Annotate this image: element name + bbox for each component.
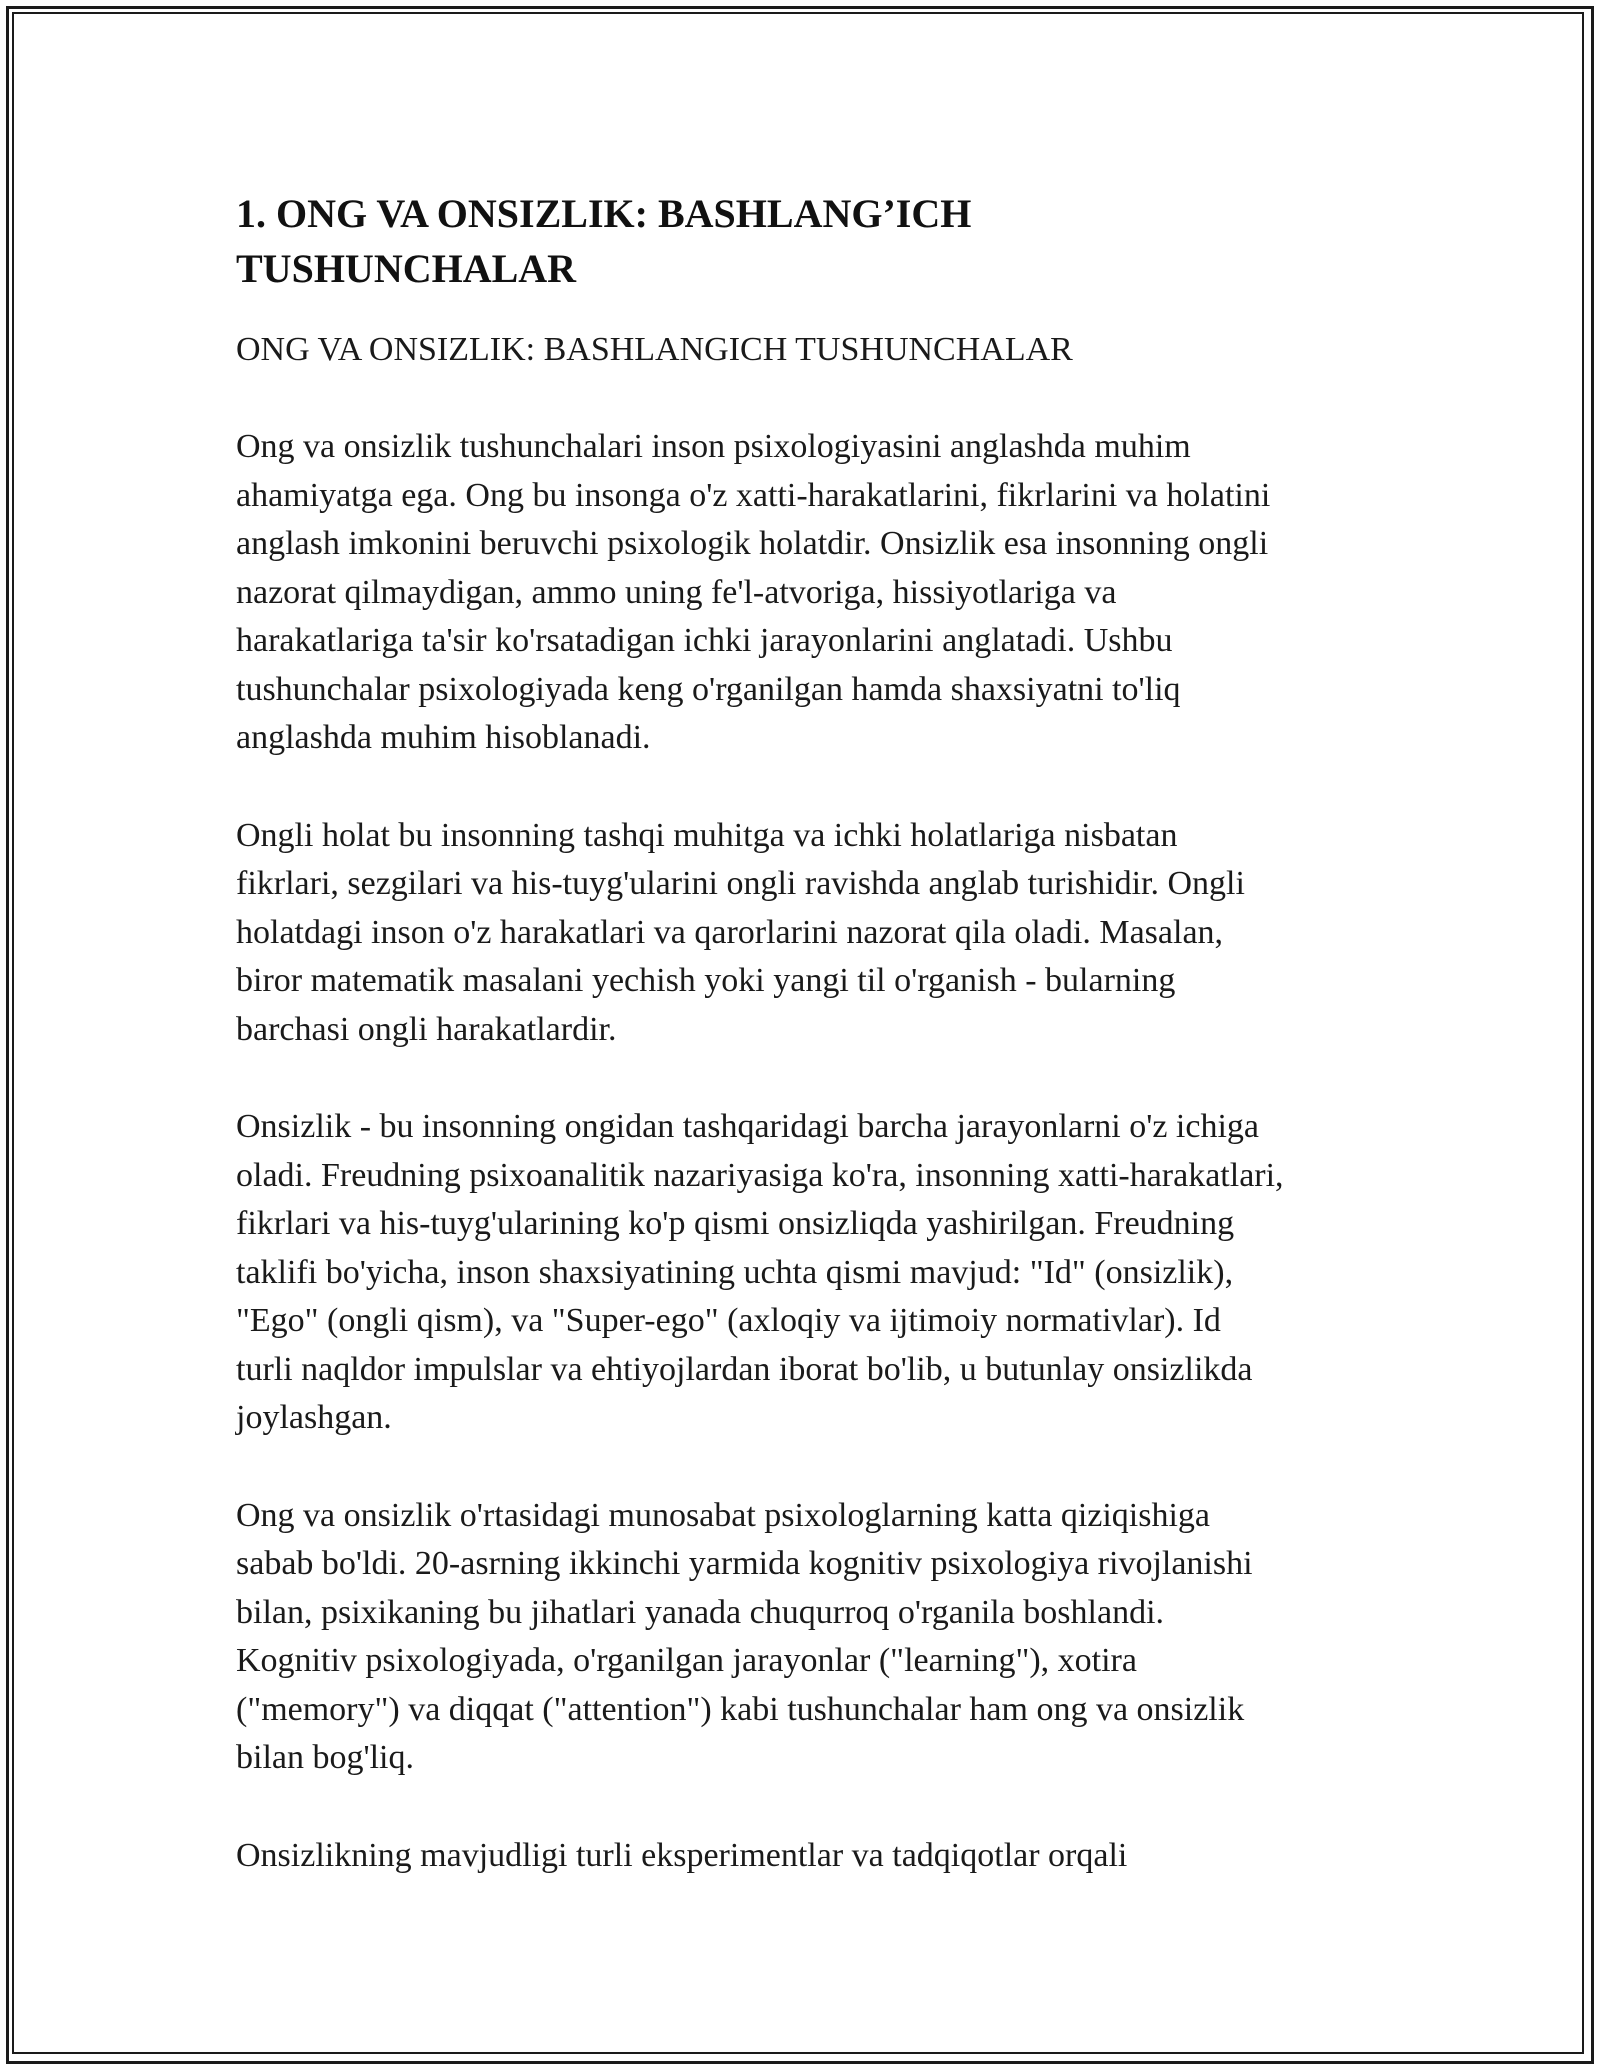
text-line: Onsizlik - bu insonning ongidan tashqaridagi barcha jarayonlarni o'z ichiga bbox=[236, 1108, 1260, 1145]
text-line: bilan bog'liq. bbox=[236, 1739, 415, 1776]
text-line: Ong va onsizlik o'rtasidagi munosabat psixologlarning katta qiziqishiga bbox=[236, 1496, 1211, 1534]
text-line: joylashgan. bbox=[236, 1399, 392, 1436]
paragraph bbox=[236, 1492, 1376, 1783]
text-line: "Ego" (ongli qism), va "Super-ego" (axloqiy va ijtimoiy normativlar). Id bbox=[236, 1302, 1221, 1339]
text-line: Kognitiv psixologiyada, o'rganilgan jarayonlar ("learning"), xotira bbox=[236, 1642, 1137, 1679]
text-line: Ongli holat bu insonning tashqi muhitga va ichki holatlariga nisbatan bbox=[236, 816, 1178, 854]
text-line: fikrlari va his-tuyg'ularining ko'p qismi onsizliqda yashirilgan. Freudning bbox=[236, 1205, 1235, 1242]
text-line: oladi. Freudning psixoanalitik nazariyasiga ko'ra, insonning xatti-harakatlari, bbox=[236, 1156, 1284, 1194]
text-line: Onsizlikning mavjudligi turli eksperimentlar va tadqiqotlar orqali bbox=[236, 1836, 1128, 1874]
text-line: harakatlariga ta'sir ko'rsatadigan ichki jarayonlarini anglatadi. Ushbu bbox=[236, 622, 1173, 659]
text-line: fikrlari, sezgilari va his-tuyg'ularini ongli ravishda anglab turishidir. Ongli bbox=[236, 865, 1245, 902]
paragraph bbox=[236, 1103, 1376, 1443]
text-line: anglash imkonini beruvchi psixologik holatdir. Onsizlik esa insonning ongli bbox=[236, 525, 1269, 562]
section-subtitle: ONG VA ONSIZLIK: BASHLANGICH TUSHUNCHALAR bbox=[236, 331, 1073, 368]
section-heading bbox=[236, 186, 1376, 296]
text-line: holatdagi inson o'z harakatlari va qarorlarini nazorat qila oladi. Masalan, bbox=[236, 913, 1224, 951]
text-line: turli naqldor impulslar va ehtiyojlardan iborat bo'lib, u butunlay onsizlikda bbox=[236, 1350, 1253, 1388]
paragraph bbox=[236, 1832, 1376, 1881]
text-line: barchasi ongli harakatlardir. bbox=[236, 1010, 617, 1048]
text-line: ahamiyatga ega. Ong bu insonga o'z xatti-harakatlarini, fikrlarini va holatini bbox=[236, 476, 1271, 514]
text-line: nazorat qilmaydigan, ammo uning fe'l-atvoriga, hissiyotlariga va bbox=[236, 573, 1117, 611]
text-line: biror matematik masalani yechish yoki yangi til o'rganish - bularning bbox=[236, 962, 1176, 999]
heading-line: 1. ONG VA ONSIZLIK: BASHLANG’ICH bbox=[236, 191, 972, 236]
text-line: taklifi bo'yicha, inson shaxsiyatining uchta qismi mavjud: "Id" (onsizlik), bbox=[236, 1253, 1234, 1291]
paragraph bbox=[236, 812, 1376, 1055]
text-line: tushunchalar psixologiyada keng o'rganilgan hamda shaxsiyatni to'liq bbox=[236, 670, 1181, 708]
heading-line: TUSHUNCHALAR bbox=[236, 246, 577, 291]
paragraph bbox=[236, 423, 1376, 763]
text-line: Ong va onsizlik tushunchalari inson psixologiyasini anglashda muhim bbox=[236, 428, 1191, 465]
text-line: ("memory") va diqqat ("attention") kabi tushunchalar ham ong va onsizlik bbox=[236, 1690, 1245, 1728]
document-body bbox=[236, 186, 1376, 1880]
text-line: anglashda muhim hisoblanadi. bbox=[236, 719, 651, 756]
text-line: bilan, psixikaning bu jihatlari yanada chuqurroq o'rganila boshlandi. bbox=[236, 1593, 1165, 1631]
text-line: sabab bo'ldi. 20-asrning ikkinchi yarmida kognitiv psixologiya rivojlanishi bbox=[236, 1545, 1253, 1582]
